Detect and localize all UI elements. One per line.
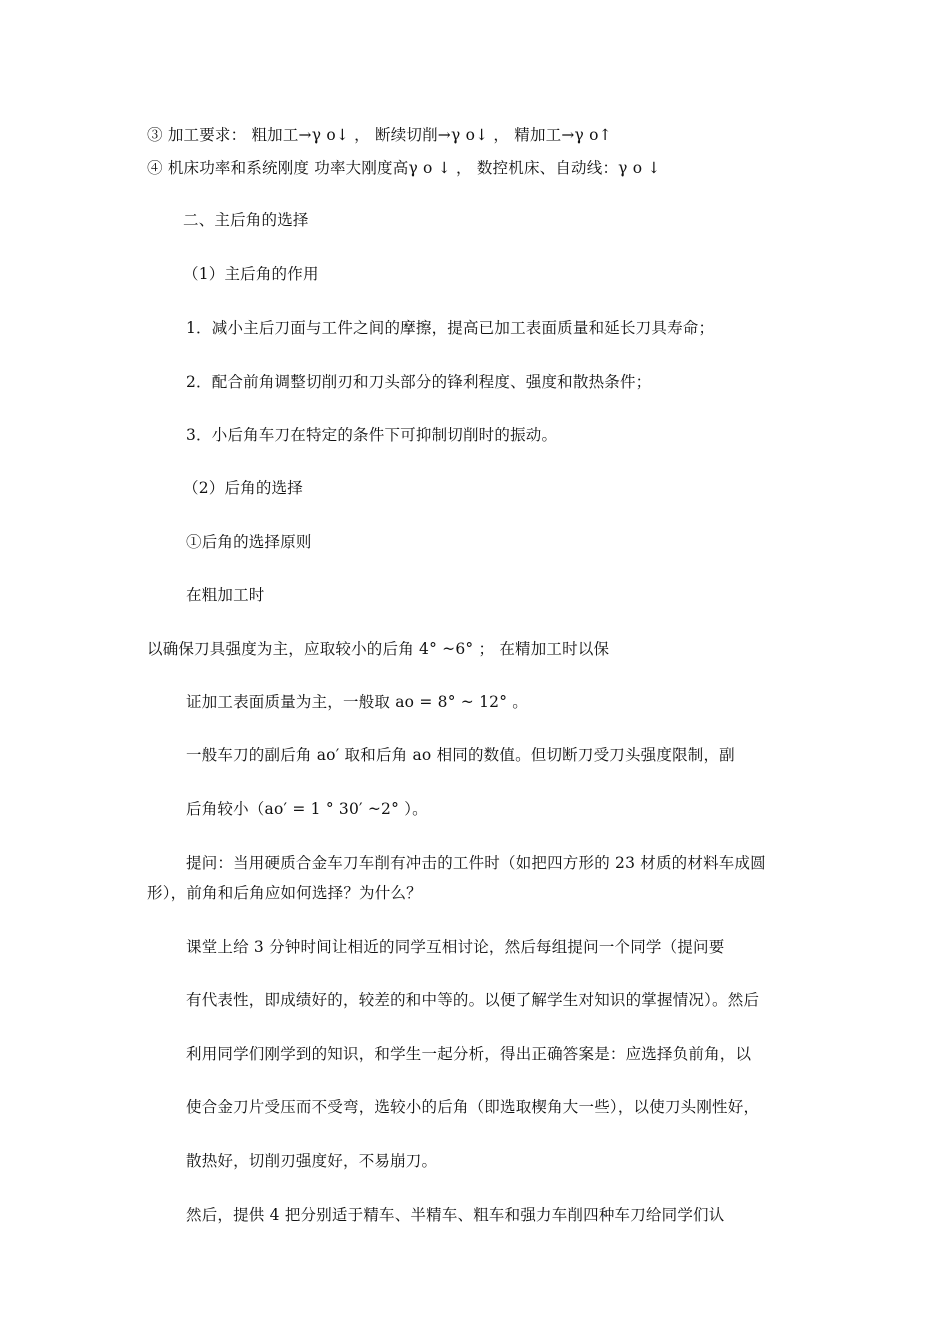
question-line: 形），前角和后角应如何选择？为什么？ [147, 884, 422, 902]
list-item-2: 2．配合前角调整切削刃和刀头部分的锋利程度、强度和散热条件； [186, 373, 652, 391]
paragraph-line: 在粗加工时 [186, 586, 265, 604]
paragraph-line: 散热好，切削刃强度好，不易崩刀。 [186, 1152, 438, 1170]
paragraph-line: 使合金刀片受压而不受弯，选较小的后角（即选取楔角大一些），以使刀头刚性好， [186, 1098, 760, 1116]
paragraph-line: 以确保刀具强度为主，应取较小的后角 4° ~6° ； 在精加工时以保 [147, 640, 610, 658]
list-item-3: 3．小后角车刀在特定的条件下可抑制切削时的振动。 [186, 426, 558, 444]
requirement-line-3: ③ 加工要求： 粗加工→γ o↓ ， 断续切削→γ o↓ ， 精加工→γ o↑ [147, 126, 612, 144]
question-line: 提问：当用硬质合金车刀车削有冲击的工件时（如把四方形的 23 材质的材料车成圆 [186, 854, 766, 872]
paragraph-line: 一般车刀的副后角 ao′ 取和后角 ao 相同的数值。但切断刀受刀头强度限制，副 [186, 746, 735, 764]
list-item-1: 1．减小主后刀面与工件之间的摩擦，提高已加工表面质量和延长刀具寿命； [186, 319, 715, 337]
paragraph-line: 后角较小（ao′ = 1 ° 30′ ~2° ）。 [186, 800, 428, 818]
subsection-heading-1: （1）主后角的作用 [183, 265, 319, 283]
paragraph-line: 然后，提供 4 把分别适于精车、半精车、粗车和强力车削四种车刀给同学们认 [186, 1206, 725, 1224]
paragraph-line: 利用同学们刚学到的知识，和学生一起分析，得出正确答案是：应选择负前角，以 [186, 1045, 752, 1063]
paragraph-line: 证加工表面质量为主，一般取 ao = 8° ~ 12° 。 [186, 693, 528, 711]
paragraph-line: 课堂上给 3 分钟时间让相近的同学互相讨论，然后每组提问一个同学（提问要 [186, 938, 725, 956]
subsection-heading-2: （2）后角的选择 [183, 479, 303, 497]
paragraph-line: 有代表性，即成绩好的，较差的和中等的。以便了解学生对知识的掌握情况）。然后 [186, 991, 760, 1009]
requirement-line-4: ④ 机床功率和系统刚度 功率大刚度高γ o ↓ ， 数控机床、自动线：γ o ↓ [147, 159, 661, 177]
principle-heading: ①后角的选择原则 [186, 533, 312, 551]
section-heading: 二、主后角的选择 [183, 211, 309, 229]
